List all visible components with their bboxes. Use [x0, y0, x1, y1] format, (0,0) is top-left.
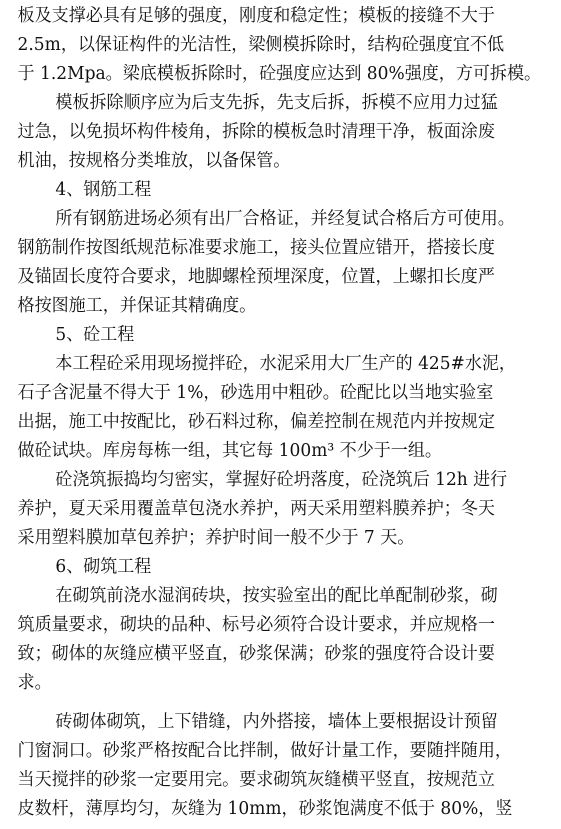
text-line: 石子含泥量不得大于 1%，砂选用中粗砂。砼配比以当地实验室	[17, 383, 494, 403]
text-line: 格按图施工，并保证其精确度。	[17, 296, 257, 316]
text-line: 钢筋制作按图纸规范标准要求施工，接头位置应错开，搭接长度	[17, 238, 495, 258]
text-line: 及锚固长度符合要求，地脚螺栓预埋深度，位置，上螺扣长度严	[17, 267, 495, 287]
text-line: 皮数杆，薄厚均匀，灰缝为 10mm，砂浆饱满度不低于 80%，竖	[17, 799, 513, 819]
text-line: 致；砌体的灰缝应横平竖直，砂浆保满；砂浆的强度符合设计要	[17, 644, 495, 664]
paragraph-first-line: 在砌筑前浇水湿润砖块，按实验室出的配比单配制砂浆，砌	[55, 586, 498, 606]
paragraph-first-line: 所有钢筋进场必须有出厂合格证，并经复试合格后方可使用。	[55, 209, 515, 229]
paragraph-first-line: 砼浇筑振捣均匀密实，掌握好砼坍落度，砼浇筑后 12h 进行	[55, 470, 508, 490]
section-heading: 6、砌筑工程	[55, 557, 152, 577]
text-line: 出据，施工中按配比，砂石料过称，偏差控制在规范内并按规定	[17, 412, 495, 432]
text-line: 做砼试块。库房每栋一组，其它每 100m³ 不少于一组。	[17, 441, 442, 461]
text-line: 当天搅拌的砂浆一定要用完。要求砌筑灰缝横平竖直，按规范立	[17, 770, 495, 790]
text-line: 筑质量要求，砌块的品种、标号必须符合设计要求，并应规格一	[17, 615, 495, 635]
text-line: 采用塑料膜加草包养护；养护时间一般不少于 7 天。	[17, 528, 415, 548]
paragraph-first-line: 砖砌体砌筑，上下错缝，内外搭接，墙体上要根据设计预留	[55, 712, 498, 732]
text-line: 求。	[17, 673, 52, 693]
section-heading: 4、钢筋工程	[55, 180, 152, 200]
text-line: 养护，夏天采用覆盖草包浇水养护，两天采用塑料膜养护；冬天	[17, 499, 495, 519]
text-line: 于 1.2Mpa。梁底模板拆除时，砼强度应达到 80%强度，方可拆模。	[17, 64, 542, 84]
text-line: 过急，以免损坏构件棱角，拆除的模板急时清理干净，板面涂废	[17, 122, 495, 142]
paragraph-first-line: 本工程砼采用现场搅拌砼，水泥采用大厂生产的 425#水泥，	[55, 354, 516, 374]
text-line: 板及支撑必具有足够的强度，刚度和稳定性；模板的接缝不大于	[17, 6, 495, 26]
text-line: 机油，按规格分类堆放，以备保管。	[17, 151, 291, 171]
section-heading: 5、砼工程	[55, 325, 135, 345]
paragraph-first-line: 模板拆除顺序应为后支先拆，先支后拆，拆模不应用力过猛	[55, 93, 498, 113]
text-line: 门窗洞口。砂浆严格按配合比拌制，做好计量工作，要随拌随用，	[17, 741, 512, 761]
text-line: 2.5m，以保证构件的光洁性，梁侧模拆除时，结构砼强度宜不低	[17, 35, 505, 55]
